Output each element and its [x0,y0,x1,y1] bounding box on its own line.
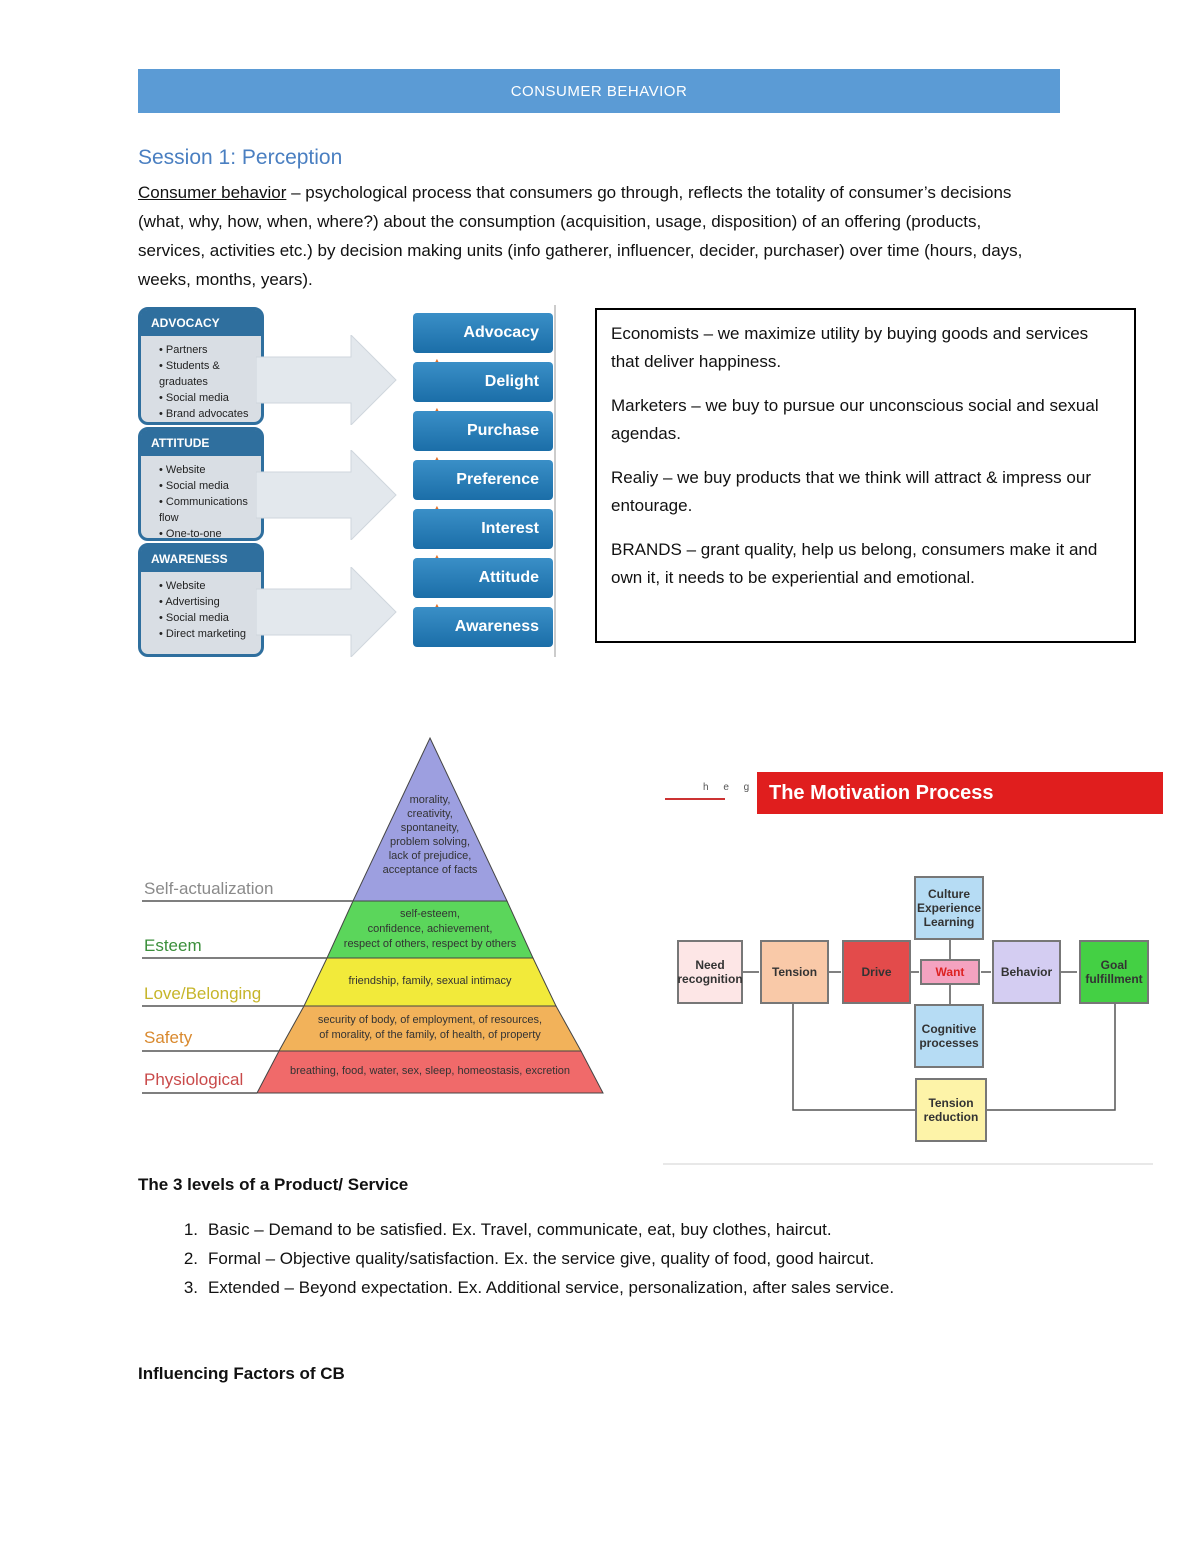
list-item [138,1244,894,1273]
funnel-stage-attitude: Attitude [413,558,553,598]
reality-paragraph: Realiy – we buy products that we think will attract & impress our entourage. [611,468,1091,515]
motivation-title: The Motivation Process [757,772,1163,814]
tier-line: self-esteem, [400,908,460,920]
funnel-group-item: • Website [159,462,261,478]
tier-line: spontaneity, [400,822,460,834]
funnel-arrow-icon [256,567,401,657]
funnel-stage-purchase: Purchase [413,411,553,451]
tier-text-safety [285,1013,575,1043]
pyramid-label-esteem: Esteem [144,936,202,955]
levels-title: The 3 levels of a Product/ Service [138,1175,409,1194]
funnel-group-item: • Partners [159,342,261,358]
tier-line: problem solving, [389,836,471,848]
funnel-arrow-icon [256,450,401,540]
funnel-group-title: ADVOCACY [141,310,261,336]
list-item [138,1273,894,1302]
tier-line: lack of prejudice, [388,850,472,862]
figure-divider [554,305,556,657]
motivation-box-cognitive: Cognitive processes [914,1004,984,1068]
funnel-group-attitude [138,427,264,541]
motivation-box-goal: Goal fulfillment [1079,940,1149,1004]
motivation-box-reduction: Tension reduction [915,1078,987,1142]
funnel-group-item: • Brand advocates [159,406,261,422]
funnel-group-item: • Social media [159,478,261,494]
motivation-box-tension: Tension [760,940,829,1004]
funnel-group-item: • Social media [159,610,261,626]
funnel-group-item: • Website [159,578,261,594]
tier-line: respect of others, respect by others [343,938,517,950]
funnel-stage-advocacy: Advocacy [413,313,553,353]
tier-line: creativity, [407,808,453,820]
tier-line: breathing, food, water, sex, sleep, homeostasis, excretion [289,1065,571,1077]
funnel-group-item: • Students & graduates [159,358,261,390]
list-text: Basic – Demand to be satisfied. Ex. Travel, communicate, eat, buy clothes, haircut. [208,1220,832,1239]
influencing-factors-title: Influencing Factors of CB [138,1364,345,1383]
list-number: 3. [183,1278,198,1297]
economists-paragraph: Economists – we maximize utility by buying goods and services that deliver happiness. [611,324,1089,371]
intro-text: – psychological process that consumers go through, reflects the totality of consumer’s decisions (what, why, how, when, where?) about the consumption (acquisition, usage, disposition) of an offering (products, services, activities etc.) by decision making units (info gatherer, influencer, decider, purchaser) over time (hours, days, weeks, months, years). [138,183,1023,289]
tier-line: acceptance of facts [382,864,478,876]
tier-line: of morality, of the family, of health, of property [319,1029,541,1041]
funnel-group-title: ATTITUDE [141,430,261,456]
motivation-box-culture: Culture Experience Learning [914,876,984,940]
tier-text-esteem [325,907,535,952]
motivation-box-drive: Drive [842,940,911,1004]
figure-bottom-rule [663,1163,1153,1165]
header-banner: CONSUMER BEHAVIOR [138,69,1060,113]
heg-logo: h e g [703,782,756,793]
tier-line: security of body, of employment, of resources, [317,1014,543,1026]
funnel-group-item: • Direct marketing [159,626,261,642]
list-item [138,1215,894,1244]
funnel-stage-preference: Preference [413,460,553,500]
session-title: Session 1: Perception [138,146,343,169]
list-text: Extended – Beyond expectation. Ex. Additional service, personalization, after sales service. [208,1278,895,1297]
funnel-stage-awareness: Awareness [413,607,553,647]
funnel-group-item: • One-to-one [159,526,261,542]
tier-line: confidence, achievement, [367,923,493,935]
funnel-group-item: • Communications flow [159,494,261,526]
tier-text-love [310,975,550,987]
levels-list [138,1215,894,1302]
funnel-group-item: • Social media [159,390,261,406]
funnel-group-awareness [138,543,264,657]
funnel-group-advocacy [138,307,264,425]
motivation-box-behavior: Behavior [992,940,1061,1004]
tier-text-self-actualization [360,793,500,877]
list-number: 1. [183,1220,198,1239]
pyramid-label-physiological: Physiological [144,1070,244,1089]
funnel-stage-interest: Interest [413,509,553,549]
pyramid-label-safety: Safety [144,1028,193,1047]
perspectives-text-box [595,308,1136,643]
funnel-group-title: AWARENESS [141,546,261,572]
tier-line: morality, [409,794,451,806]
maslow-pyramid-figure [140,733,608,1108]
intro-term: Consumer behavior [138,183,287,202]
motivation-process-figure [663,768,1163,1168]
motivation-box-want: Want [920,959,980,985]
awareness-funnel-figure [138,305,556,657]
brands-paragraph: BRANDS – grant quality, help us belong, consumers make it and own it, it needs to be experiential and emotional. [611,540,1098,587]
tier-text-physiological [260,1065,600,1077]
marketers-paragraph: Marketers – we buy to pursue our unconscious social and sexual agendas. [611,396,1099,443]
funnel-arrow-icon [256,335,401,425]
pyramid-label-self-actualization: Self-actualization [144,879,274,898]
pyramid-label-love: Love/Belonging [144,984,262,1003]
motivation-box-need: Need recognition [677,940,743,1004]
funnel-stage-delight: Delight [413,362,553,402]
tier-line: friendship, family, sexual intimacy [348,975,512,987]
funnel-group-item: • Advertising [159,594,261,610]
list-number: 2. [183,1249,198,1268]
intro-paragraph [138,178,1038,294]
list-text: Formal – Objective quality/satisfaction. Ex. the service give, quality of food, good haircut. [208,1249,875,1268]
